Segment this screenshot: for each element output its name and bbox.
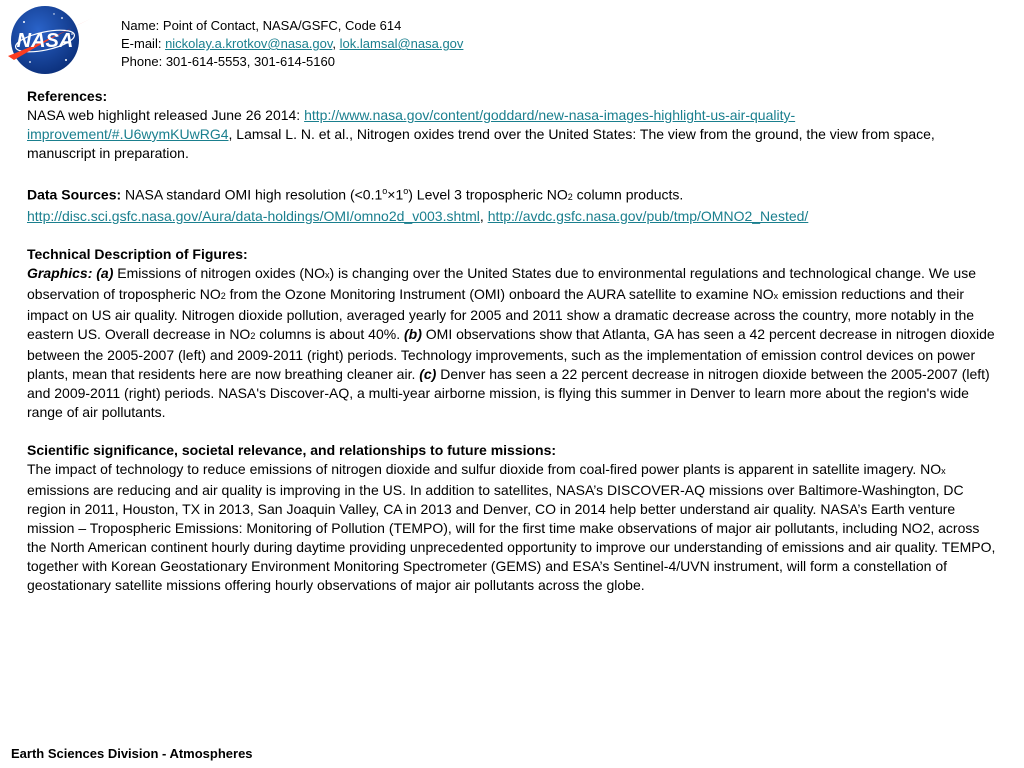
- significance-paragraph: [27, 460, 997, 595]
- references-heading: References:: [27, 88, 108, 104]
- nasa-highlight-link[interactable]: http://www.nasa.gov/content/goddard/new-nasa-images-highlight-us-air-quality-improvement/#.U6wymKUwRG4: [27, 107, 796, 142]
- data-sources-text-a: NASA standard OMI high resolution (<0.1: [121, 186, 383, 203]
- contact-name: Name: Point of Contact, NASA/GSFC, Code 614: [121, 18, 402, 33]
- degree-mark: o: [403, 186, 409, 196]
- link-separator: ,: [479, 207, 488, 224]
- significance-heading: Scientific significance, societal relevance, and relationships to future missions:: [27, 441, 557, 458]
- technical-text-4: emission reductions and their impact on US air quality. Nitrogen dioxide pollution, averaged yearly for 2005 and 2011 show a dramatic decrease across the country, more notably in the eastern US. Overall decrease in NO: [27, 285, 975, 342]
- technical-text-5: columns is about 40%.: [255, 325, 404, 342]
- degree-mark: o: [382, 186, 388, 196]
- technical-text-7: Denver has seen a 22 percent decrease in nitrogen dioxide between the 2005-2007 (left) and 2009-2011 (right) periods. NASA's Discover-AQ, a multi-year airborne mission, is flying this summer in Denver to learn more about the region's wide range of air pollutants.: [27, 365, 990, 420]
- data-sources-text-d: column products.: [572, 186, 684, 203]
- subscript-x: x: [941, 465, 946, 476]
- technical-text-1: Emissions of nitrogen oxides (NO: [113, 264, 325, 281]
- references-intro: NASA web highlight released June 26 2014:: [27, 107, 305, 123]
- contact-block: [121, 17, 463, 71]
- data-sources-text-c: ) Level 3 tropospheric NO: [408, 186, 568, 203]
- subscript-2: 2: [220, 290, 226, 301]
- contact-phone: Phone: 301-614-5553, 301-614-5160: [121, 54, 335, 69]
- email-separator: ,: [332, 36, 340, 51]
- data-sources-text-b: ×1: [387, 186, 404, 203]
- contact-email-row: [121, 35, 463, 53]
- omno2-nested-link[interactable]: http://avdc.gsfc.nasa.gov/pub/tmp/OMNO2_Nested/: [487, 207, 809, 224]
- data-sources-links: [27, 207, 997, 226]
- omno2d-link[interactable]: http://disc.sci.gsfc.nasa.gov/Aura/data-holdings/OMI/omno2d_v003.shtml: [27, 207, 480, 224]
- references-text: [27, 106, 997, 163]
- logo-wordmark: NASA: [16, 30, 74, 52]
- email-link-lamsal[interactable]: lok.lamsal@nasa.gov: [339, 36, 464, 51]
- footer-division-label: Earth Sciences Division - Atmospheres: [11, 746, 253, 761]
- subscript-x: x: [325, 269, 330, 280]
- graphics-c-label: (c): [419, 365, 437, 382]
- nasa-logo: [4, 4, 94, 76]
- subscript-x: x: [773, 290, 779, 301]
- data-sources-label: Data Sources:: [27, 186, 122, 203]
- email-label: E-mail:: [121, 36, 166, 51]
- technical-text-6: OMI observations show that Atlanta, GA has seen a 42 percent decrease in nitrogen dioxide between the 2005-2007 (left) and 2009-2011 (right) periods. Technology improvements, such as the implementation of emission control devices on power plants, mean that residents here are now breathing cleaner air.: [27, 325, 995, 382]
- significance-text-2: emissions are reducing and air quality is improving in the US. In addition to satellites, NASA’s DISCOVER-AQ missions over Baltimore-Washington, DC region in 2011, Houston, TX in 2013, San Joaquin Valley, CA in 2013 and Denver, CO in 2014 help better understand air quality. NASA’s Earth venture mission – Tropospheric Emissions: Monitoring of Pollution (TEMPO), will for the first time make observations of major air pollutants, including NO2, across the North American continent hourly during daytime providing unprecedented opportunity to improve our understanding of emissions and air quality. TEMPO, together with Korean Geostationary Environment Monitoring Spectrometer (GEMS) and ESA’s Sentinel-4/UVN instrument, will form a constellation of geostationary satellite missions offering hourly observations of major air pollutants across the globe.: [27, 481, 996, 593]
- graphics-a-label: Graphics: (a): [27, 264, 114, 281]
- email-link-krotkov[interactable]: nickolay.a.krotkov@nasa.gov: [165, 36, 333, 51]
- technical-paragraph: [27, 264, 997, 422]
- subscript-2: 2: [250, 330, 256, 341]
- graphics-b-label: (b): [403, 325, 422, 342]
- technical-text-3: from the Ozone Monitoring Instrument (OMI) onboard the AURA satellite to examine NO: [225, 285, 774, 302]
- technical-heading: Technical Description of Figures:: [27, 245, 248, 262]
- data-sources-paragraph: [27, 182, 997, 207]
- references-rest: , Lamsal L. N. et al., Nitrogen oxides trend over the United States: The view from the ground, the view from space, manuscript in preparation.: [27, 126, 935, 161]
- technical-text-2: ) is changing over the United States due to environmental regulations and technological change. We use observation of tropospheric NO: [27, 264, 976, 302]
- main-content: [27, 87, 997, 595]
- significance-text-1: The impact of technology to reduce emissions of nitrogen dioxide and sulfur dioxide from coal-fired power plants is apparent in satellite imagery. NO: [27, 460, 942, 477]
- subscript-2: 2: [567, 191, 573, 202]
